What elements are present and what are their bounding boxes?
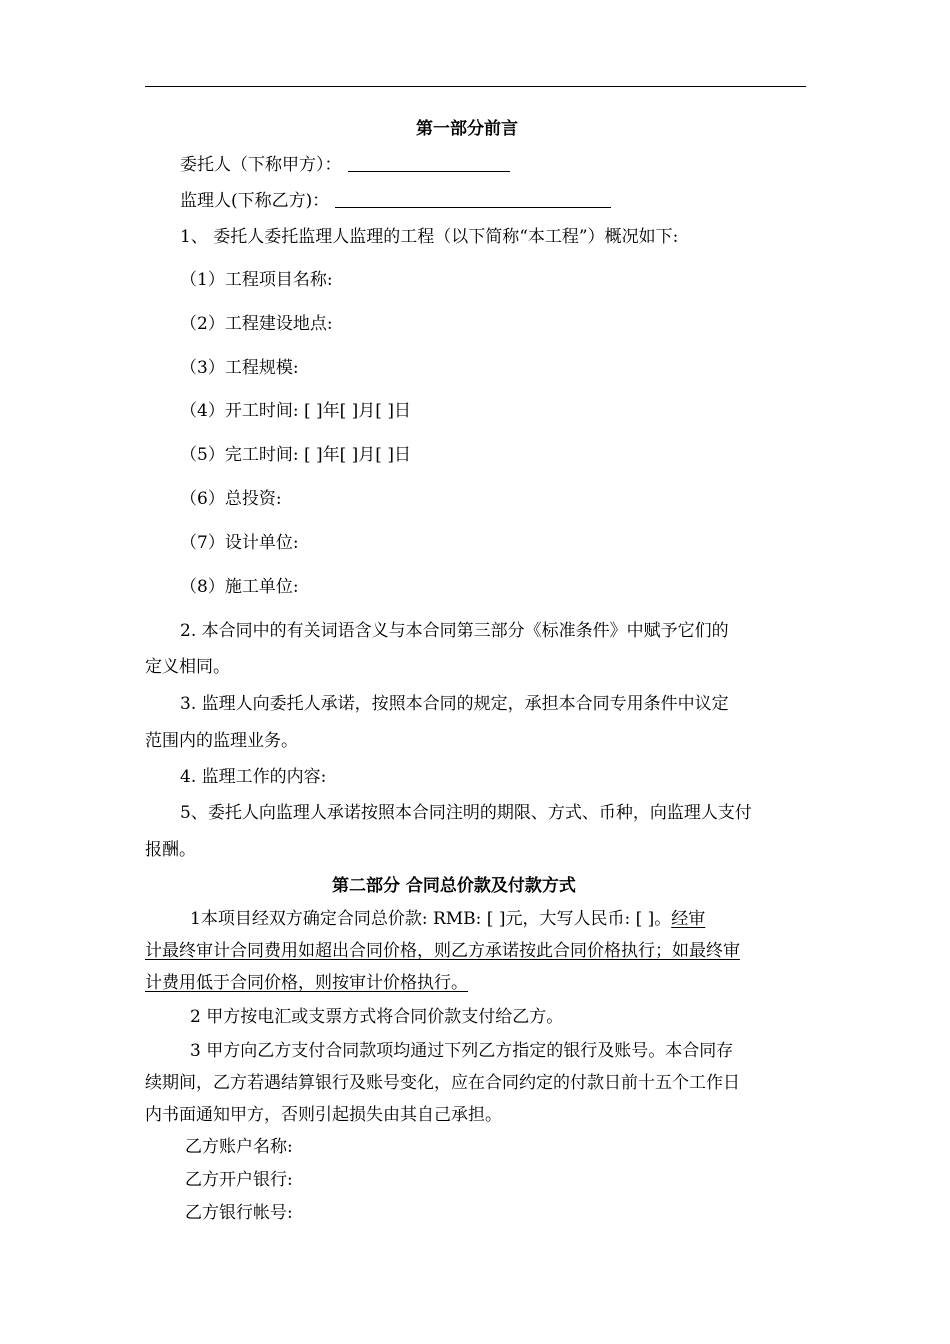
item2-line1: 2. 本合同中的有关词语含义与本合同第三部分《标准条件》中赋予它们的 bbox=[180, 621, 729, 641]
supervisor-line bbox=[180, 191, 611, 211]
client-blank bbox=[348, 155, 510, 172]
client-label: 委托人（下称甲方）： bbox=[180, 155, 342, 175]
item5-line2: 报酬。 bbox=[145, 840, 196, 860]
item2-line2: 定义相同。 bbox=[145, 657, 230, 677]
item3-line2: 范围内的监理业务。 bbox=[145, 731, 298, 751]
bank-name-label: 乙方开户银行: bbox=[185, 1170, 293, 1190]
item1: 1、 委托人委托监理人监理的工程（以下简称“本工程”）概况如下: bbox=[180, 227, 679, 247]
project-item: （8）施工单位: bbox=[180, 577, 299, 597]
project-item: （3）工程规模: bbox=[180, 358, 299, 378]
client-line bbox=[180, 155, 510, 175]
project-item: （5）完工时间: [ ]年[ ]月[ ]日 bbox=[180, 445, 411, 465]
audit-clause-line2: 计最终审计合同费用如超出合同价格，则乙方承诺按此合同价格执行；如最终审 bbox=[145, 941, 740, 961]
supervisor-label: 监理人(下称乙方)： bbox=[180, 191, 330, 211]
bank-clause-line1: 3 甲方向乙方支付合同款项均通过下列乙方指定的银行及账号。本合同存 bbox=[190, 1041, 734, 1061]
audit-clause-start: 经审 bbox=[671, 909, 706, 929]
payment-method: 2 甲方按电汇或支票方式将合同价款支付给乙方。 bbox=[190, 1007, 564, 1027]
project-item: （4）开工时间: [ ]年[ ]月[ ]日 bbox=[180, 401, 411, 421]
account-number-label: 乙方银行帐号: bbox=[185, 1203, 293, 1223]
project-item: （7）设计单位: bbox=[180, 533, 299, 553]
supervisor-blank bbox=[335, 191, 611, 208]
header-rule bbox=[145, 86, 806, 87]
account-name-label: 乙方账户名称: bbox=[185, 1137, 293, 1157]
project-item: （2）工程建设地点: bbox=[180, 314, 333, 334]
price-text: 1本项目经双方确定合同总价款: RMB: [ ]元，大写人民币: [ ]。 bbox=[190, 909, 672, 929]
item5-line1: 5、委托人向监理人承诺按照本合同注明的期限、方式、币种，向监理人支付 bbox=[180, 803, 752, 823]
bank-clause-line2: 续期间，乙方若遇结算银行及账号变化，应在合同约定的付款日前十五个工作日 bbox=[145, 1073, 740, 1093]
project-item: （1）工程项目名称: bbox=[180, 270, 333, 290]
price-line1 bbox=[190, 909, 705, 929]
part1-title: 第一部分前言 bbox=[416, 119, 518, 139]
bank-clause-line3: 内书面通知甲方，否则引起损失由其自己承担。 bbox=[145, 1105, 502, 1125]
audit-clause-line3: 计费用低于合同价格，则按审计价格执行。 bbox=[145, 973, 468, 993]
item4: 4. 监理工作的内容: bbox=[180, 767, 327, 787]
item3-line1: 3. 监理人向委托人承诺，按照本合同的规定，承担本合同专用条件中议定 bbox=[180, 694, 729, 714]
part2-title: 第二部分 合同总价款及付款方式 bbox=[332, 876, 576, 896]
project-item: （6）总投资: bbox=[180, 489, 282, 509]
